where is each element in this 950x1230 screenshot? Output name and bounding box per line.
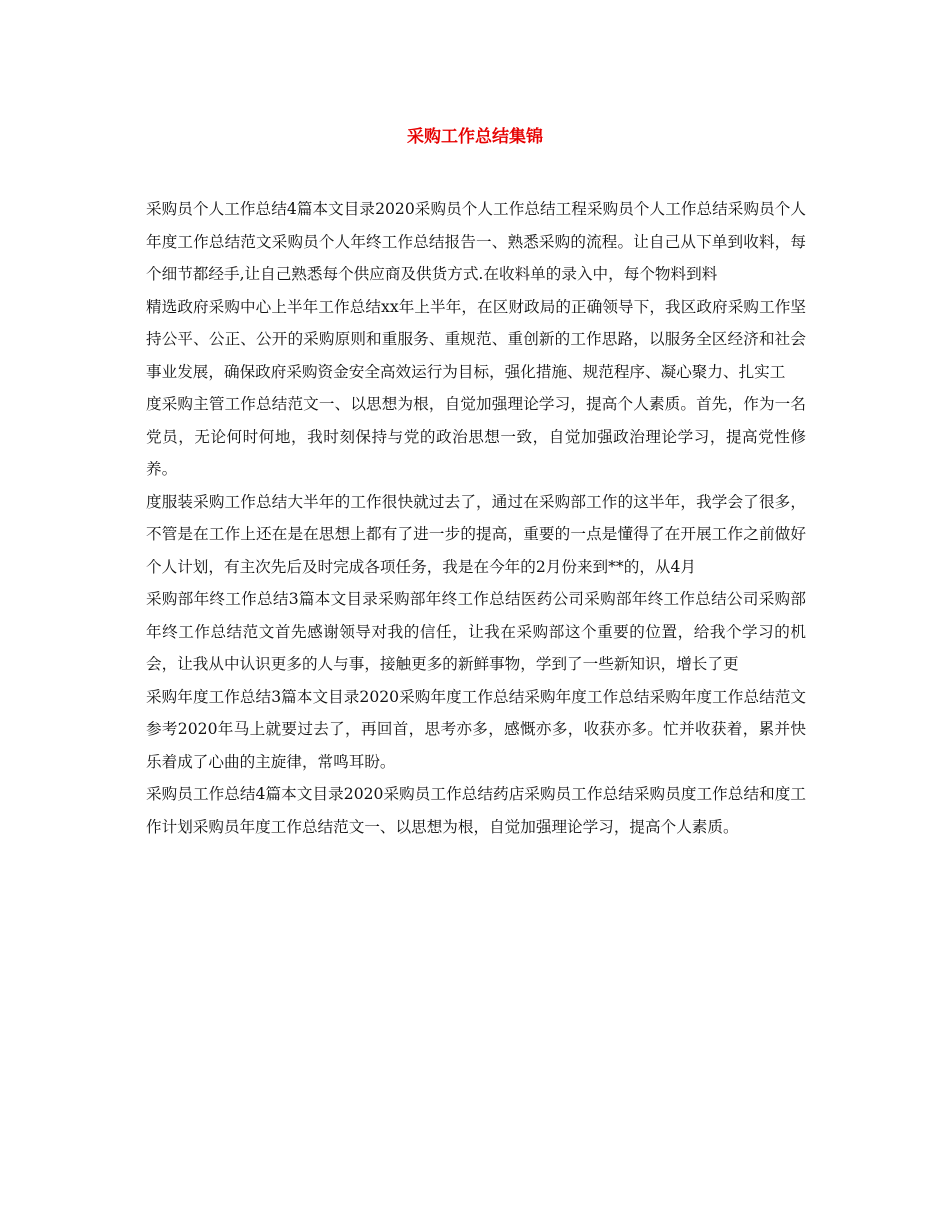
- paragraph-5: 采购部年终工作总结3篇本文目录采购部年终工作总结医药公司采购部年终工作总结公司采购部年终工作总结范文首先感谢领导对我的信任，让我在采购部这个重要的位置，给我个学习的机会，让我从中认识更多的人与事，接触更多的新鲜事物，学到了一些新知识，增长了更: [146, 590, 806, 673]
- paragraph-2: 精选政府采购中心上半年工作总结xx年上半年，在区财政局的正确领导下，我区政府采购工作坚持公平、公正、公开的采购原则和重服务、重规范、重创新的工作思路，以服务全区经济和社会事业发展，确保政府采购资金安全高效运行为目标，强化措施、规范程序、凝心聚力、扎实工: [146, 297, 806, 381]
- paragraph-7: 采购员工作总结4篇本文目录2020采购员工作总结药店采购员工作总结采购员度工作总结和度工作计划采购员年度工作总结范文一、以思想为根，自觉加强理论学习，提高个人素质。: [146, 785, 806, 836]
- paragraph-1: 采购员个人工作总结4篇本文目录2020采购员个人工作总结工程采购员个人工作总结采购员个人年度工作总结范文采购员个人年终工作总结报告一、熟悉采购的流程。让自己从下单到收料，每个细节都经手,让自己熟悉每个供应商及供货方式.在收料单的录入中，每个物料到料: [146, 200, 806, 283]
- paragraph-6: 采购年度工作总结3篇本文目录2020采购年度工作总结采购年度工作总结采购年度工作总结范文参考2020年马上就要过去了，再回首，思考亦多，感慨亦多，收获亦多。忙并收获着，累并快乐着成了心曲的主旋律，常鸣耳盼。: [146, 687, 806, 771]
- document-body: [146, 193, 806, 843]
- paragraph-3: 度采购主管工作总结范文一、以思想为根，自觉加强理论学习，提高个人素质。首先，作为一名党员，无论何时何地，我时刻保持与党的政治思想一致，自觉加强政治理论学习，提高党性修养。: [146, 395, 806, 478]
- document-title: 采购工作总结集锦: [407, 127, 543, 147]
- paragraph-4: 度服装采购工作总结大半年的工作很快就过去了，通过在采购部工作的这半年，我学会了很多，不管是在工作上还在是在思想上都有了进一步的提高，重要的一点是懂得了在开展工作之前做好个人计划，有主次先后及时完成各项任务，我是在今年的2月份来到**的，从4月: [146, 492, 806, 576]
